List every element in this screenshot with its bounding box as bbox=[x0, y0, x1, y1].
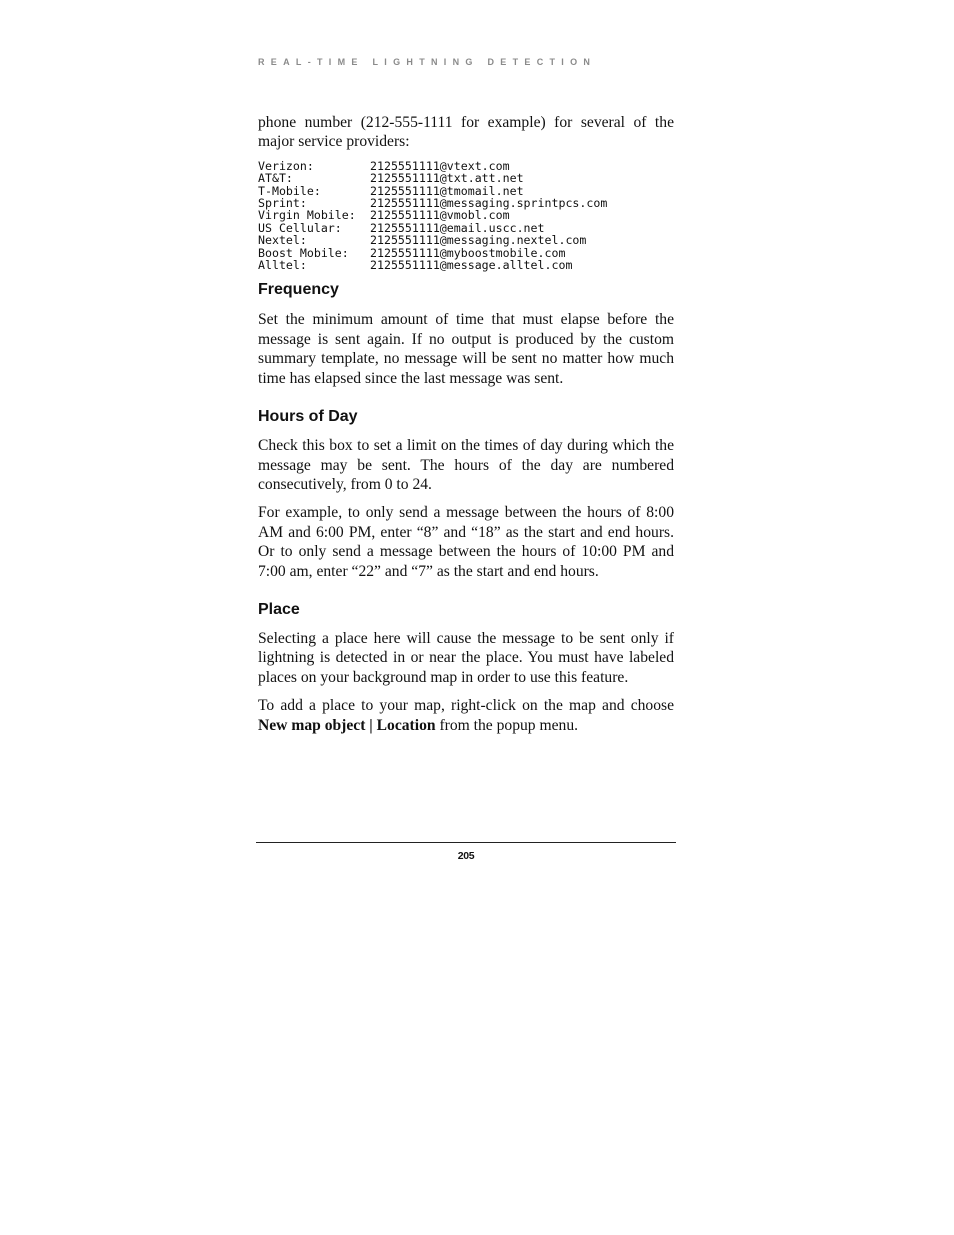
provider-address: 2125551111@email.uscc.net bbox=[370, 220, 545, 235]
provider-name: US Cellular: bbox=[258, 220, 342, 235]
place-paragraph-1: Selecting a place here will cause the message to be sent only if lightning is detected in or near the place. You must have labeled places on your background map in order to use this feature. bbox=[258, 629, 674, 686]
provider-name: Nextel: bbox=[258, 233, 307, 248]
provider-row bbox=[258, 209, 674, 221]
menu-path-text: New map object | Location bbox=[258, 716, 436, 734]
provider-address: 2125551111@txt.att.net bbox=[370, 171, 524, 186]
place-paragraph-2 bbox=[258, 696, 674, 735]
hours-paragraph-2: For example, to only send a message between the hours of 8:00 AM and 6:00 PM, enter “8” and “18” as the start and end hours. Or to only send a message between the hours of 10:00 PM and 7:00 am, enter “22” and “7” as the start and end hours. bbox=[258, 504, 674, 580]
intro-paragraph: phone number (212-555-1111 for example) for several of the major service providers: bbox=[258, 114, 674, 151]
provider-row bbox=[258, 259, 674, 271]
provider-address: 2125551111@message.alltel.com bbox=[370, 258, 573, 273]
running-header: REAL-TIME LIGHTNING DETECTION bbox=[258, 57, 597, 67]
provider-row bbox=[258, 172, 674, 184]
provider-name: Alltel: bbox=[258, 258, 307, 273]
place-paragraph-2-end: from the popup menu. bbox=[435, 716, 579, 734]
place-heading: Place bbox=[258, 600, 300, 618]
hours-paragraph-1: Check this box to set a limit on the times of day during which the message may be sent. The hours of the day are numbered consecutively, from 0 to 24. bbox=[258, 437, 674, 493]
footer-rule bbox=[256, 842, 676, 843]
provider-address: 2125551111@myboostmobile.com bbox=[370, 245, 566, 260]
provider-list bbox=[258, 160, 674, 272]
provider-name: Verizon: bbox=[258, 158, 314, 173]
provider-address: 2125551111@vmobl.com bbox=[370, 208, 510, 223]
provider-name: Virgin Mobile: bbox=[258, 208, 356, 223]
place-paragraph-2-start: To add a place to your map, right-click on the map and choose bbox=[258, 697, 674, 715]
provider-address: 2125551111@vtext.com bbox=[370, 158, 510, 173]
provider-name: T-Mobile: bbox=[258, 183, 321, 198]
page-body bbox=[258, 113, 674, 735]
page-number: 205 bbox=[457, 850, 475, 862]
provider-address: 2125551111@tmomail.net bbox=[370, 183, 524, 198]
provider-name: Sprint: bbox=[258, 196, 307, 211]
frequency-paragraph: Set the minimum amount of time that must elapse before the message is sent again. If no output is produced by the custom summary template, no message will be sent no matter how much time has elapsed since the last message was sent. bbox=[258, 311, 674, 387]
frequency-heading: Frequency bbox=[258, 281, 339, 299]
hours-of-day-heading: Hours of Day bbox=[258, 408, 358, 426]
provider-address: 2125551111@messaging.sprintpcs.com bbox=[370, 196, 608, 211]
provider-name: Boost Mobile: bbox=[258, 245, 349, 260]
provider-row bbox=[258, 234, 674, 246]
provider-name: AT&T: bbox=[258, 171, 293, 186]
provider-address: 2125551111@messaging.nextel.com bbox=[370, 233, 587, 248]
